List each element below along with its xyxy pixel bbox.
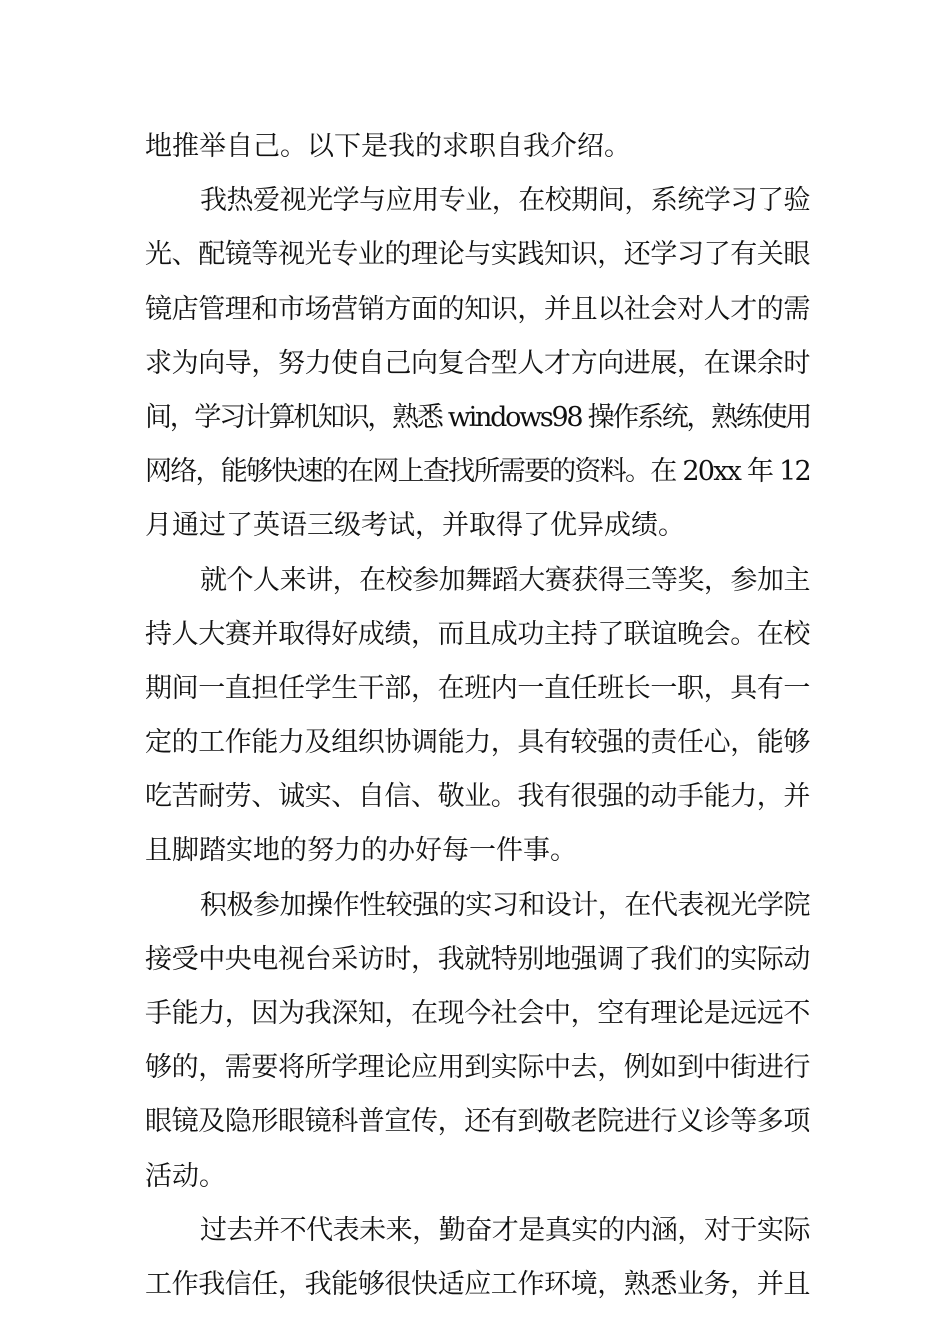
text-line: 持人大赛并取得好成绩，而且成功主持了联谊晚会。在校 xyxy=(145,618,810,650)
text-line: 网络，能够快速的在网上查找所需要的资料。在 20xx 年 12 xyxy=(145,456,810,488)
text-line: 期间一直担任学生干部，在班内一直任班长一职，具有一 xyxy=(145,672,810,704)
text-line: 月通过了英语三级考试，并取得了优异成绩。 xyxy=(145,510,685,542)
text-line: 光、配镜等视光专业的理论与实践知识，还学习了有关眼 xyxy=(145,239,810,271)
text-line: 接受中央电视台采访时，我就特别地强调了我们的实际动 xyxy=(145,943,810,975)
text-line: 吃苦耐劳、诚实、自信、敬业。我有很强的动手能力，并 xyxy=(145,781,810,813)
text-line: 且脚踏实地的努力的办好每一件事。 xyxy=(145,835,577,867)
text-line: 过去并不代表未来，勤奋才是真实的内涵，对于实际 xyxy=(200,1214,810,1246)
text-line: 眼镜及隐形眼镜科普宣传，还有到敬老院进行义诊等多项 xyxy=(145,1106,810,1138)
text-line: 够的，需要将所学理论应用到实际中去，例如到中街进行 xyxy=(145,1052,810,1084)
text-line: 定的工作能力及组织协调能力，具有较强的责任心，能够 xyxy=(145,727,810,759)
text-line: 工作我信任，我能够很快适应工作环境，熟悉业务，并且 xyxy=(145,1268,810,1300)
text-line: 镜店管理和市场营销方面的知识，并且以社会对人才的需 xyxy=(145,293,810,325)
text-line: 地推举自己。以下是我的求职自我介绍。 xyxy=(145,131,631,162)
text-line: 我热爱视光学与应用专业，在校期间，系统学习了验 xyxy=(200,185,810,217)
text-line: 间，学习计算机知识，熟悉 windows98 操作系统，熟练使用 xyxy=(145,401,810,433)
text-line: 就个人来讲，在校参加舞蹈大赛获得三等奖，参加主 xyxy=(200,564,810,596)
text-line: 活动。 xyxy=(145,1160,226,1192)
text-line: 积极参加操作性较强的实习和设计，在代表视光学院 xyxy=(200,889,810,921)
text-line: 求为向导，努力使自己向复合型人才方向进展，在课余时 xyxy=(145,347,810,379)
text-line: 手能力，因为我深知，在现今社会中，空有理论是远远不 xyxy=(145,998,810,1029)
document-body xyxy=(145,120,810,1312)
